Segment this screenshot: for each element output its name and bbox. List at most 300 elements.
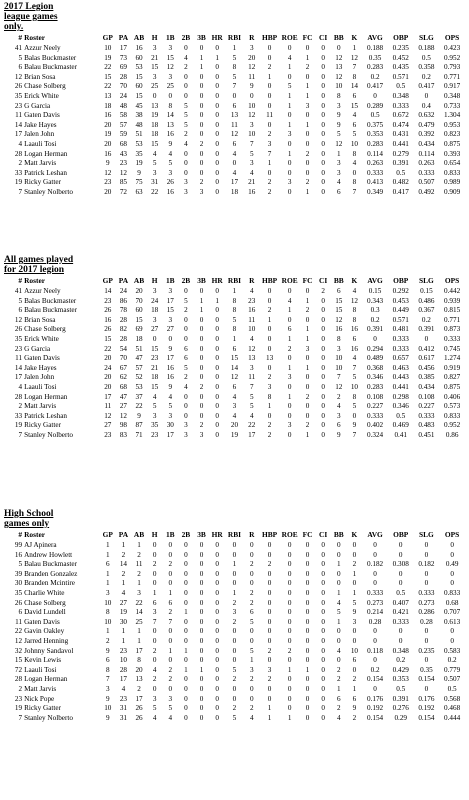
- stat-roe: 0: [287, 168, 292, 177]
- stat-avg: 0.154: [366, 713, 384, 722]
- stat-ci: 0: [321, 53, 325, 62]
- stat-ops: 0.348: [444, 91, 461, 100]
- stat-ab: 16: [135, 44, 143, 52]
- stat-r: 1: [249, 656, 254, 665]
- stat-slg: 0.227: [418, 402, 435, 411]
- stat-obp: 0.5: [396, 411, 406, 420]
- stat-hbp: 1: [267, 159, 272, 168]
- stat-1b: 2: [168, 665, 173, 674]
- stat-pa: 24: [119, 91, 127, 100]
- stat-bb: 4: [336, 646, 341, 655]
- stat-ab: 87: [135, 421, 143, 430]
- stat-ab: 22: [135, 402, 143, 411]
- stat-rbi: 0: [232, 91, 237, 100]
- player-number: 7: [18, 713, 23, 722]
- stat-gp: 15: [104, 72, 112, 81]
- player-name: Balas Buckmaster: [24, 296, 77, 305]
- stat-ci: 0: [321, 665, 325, 674]
- stat-obp: 0.429: [392, 665, 409, 674]
- stat-gp: 20: [104, 120, 112, 129]
- stat-avg: 0.2: [370, 665, 380, 674]
- stat-h: 31: [151, 178, 159, 187]
- stat-k: 0: [352, 541, 357, 549]
- stat-h: 0: [152, 636, 157, 645]
- stat-obp: 0.333: [392, 617, 409, 626]
- table-row: [4, 316, 465, 326]
- stat-gp: 1: [105, 541, 110, 549]
- stat-2b: 0: [184, 675, 188, 684]
- table-row: [4, 704, 465, 714]
- stat-gp: 20: [104, 139, 112, 148]
- stat-fc: 0: [305, 168, 310, 177]
- stat-fc: 1: [305, 325, 310, 334]
- stat-bb: 3: [336, 411, 341, 420]
- header-fc: FC: [302, 276, 313, 286]
- stat-rbi: 4: [232, 149, 237, 158]
- player-name: Charlie White: [24, 588, 65, 597]
- stat-obp: 0.348: [392, 646, 409, 655]
- stat-hr: 0: [215, 665, 219, 674]
- stat-2b: 5: [184, 101, 188, 110]
- table-row: [4, 325, 465, 335]
- stat-3b: 0: [199, 363, 204, 372]
- stat-k: 16: [350, 344, 358, 353]
- stat-roe: 5: [287, 82, 292, 91]
- stat-h: 18: [151, 130, 159, 139]
- stat-h: 3: [152, 411, 157, 420]
- stat-3b: 1: [199, 306, 204, 315]
- stat-rbi: 6: [232, 101, 237, 110]
- stat-fc: 2: [305, 178, 310, 187]
- stat-roe: 0: [287, 430, 292, 439]
- table-row: [4, 412, 465, 422]
- stat-hr: 0: [215, 168, 219, 177]
- header-pa: PA: [118, 530, 129, 540]
- stat-fc: 0: [305, 402, 310, 411]
- stat-r: 0: [249, 91, 254, 100]
- stat-ab: 2: [137, 684, 141, 693]
- stat-ab: 2: [137, 550, 141, 559]
- stat-k: 2: [352, 560, 357, 569]
- stat-pa: 31: [119, 713, 127, 722]
- stat-obp: 0: [398, 636, 403, 645]
- stat-h: 0: [152, 579, 157, 588]
- stat-2b: 3: [184, 178, 188, 187]
- stat-pa: 31: [119, 704, 127, 713]
- stat-ops: 0.2: [447, 656, 457, 665]
- stat-3b: 0: [199, 168, 204, 177]
- stat-gp: 16: [104, 315, 112, 324]
- stat-roe: 2: [287, 646, 292, 655]
- stat-slg: 0.412: [418, 344, 435, 353]
- player-name: Jalen John: [24, 130, 55, 139]
- stat-roe: 6: [287, 325, 292, 334]
- stat-slg: 0.114: [418, 149, 435, 158]
- stat-hbp: 0: [267, 344, 272, 353]
- stat-fc: 0: [305, 694, 310, 703]
- stat-ops: 0.49: [445, 560, 459, 569]
- stat-avg: 0.333: [366, 411, 384, 420]
- stat-1b: 1: [168, 646, 173, 655]
- stat-k: 12: [350, 53, 358, 62]
- player-name: AJ Apinera: [24, 541, 57, 549]
- stat-roe: 1: [287, 334, 292, 343]
- stat-hbp: 0: [267, 53, 272, 62]
- stat-3b: 0: [199, 111, 204, 120]
- stat-ops: 0.613: [444, 617, 461, 626]
- stat-ci: 0: [321, 646, 325, 655]
- stat-3b: 0: [199, 560, 204, 569]
- stat-ci: 0: [321, 636, 325, 645]
- header-number: #: [18, 530, 23, 540]
- stat-hr: 0: [215, 656, 219, 665]
- stat-r: 0: [249, 579, 254, 588]
- stat-3b: 0: [199, 101, 204, 110]
- stat-ops: 0.5: [447, 684, 457, 693]
- stat-pa: 43: [119, 149, 127, 158]
- stat-gp: 1: [105, 569, 110, 578]
- stat-3b: 0: [199, 608, 204, 617]
- stat-avg: 0.188: [366, 44, 384, 52]
- table-row: [4, 627, 465, 637]
- stat-k: 7: [352, 430, 357, 439]
- player-number: 5: [18, 53, 23, 62]
- stat-pa: 23: [119, 646, 127, 655]
- stat-ci: 0: [321, 579, 325, 588]
- stat-ab: 48: [135, 120, 143, 129]
- stat-ops: 0.444: [444, 713, 461, 722]
- player-name: G Garcia: [24, 101, 51, 110]
- section-title: [4, 255, 465, 275]
- stat-obp: 0.571: [392, 315, 409, 324]
- stat-pa: 98: [119, 421, 127, 430]
- stat-avg: 0.35: [368, 53, 382, 62]
- stat-fc: 0: [305, 598, 310, 607]
- player-number: 41: [14, 44, 23, 52]
- stat-ab: 9: [137, 411, 141, 420]
- stat-ab: 14: [135, 608, 143, 617]
- stat-1b: 2: [168, 560, 173, 569]
- stat-3b: 0: [199, 344, 204, 353]
- stat-slg: 0.5: [421, 53, 431, 62]
- stat-fc: 0: [305, 675, 310, 684]
- stat-bb: 0: [336, 541, 341, 549]
- stat-ops: 0.873: [444, 325, 461, 334]
- stat-r: 22: [248, 421, 256, 430]
- stat-ops: 0.468: [444, 704, 461, 713]
- stat-ci: 0: [321, 704, 325, 713]
- stat-gp: 22: [104, 344, 112, 353]
- stat-1b: 0: [168, 636, 173, 645]
- stat-hr: 0: [215, 541, 219, 549]
- stat-3b: 0: [199, 159, 204, 168]
- player-name: Stanley Nolberto: [24, 430, 73, 439]
- stat-1b: 15: [166, 53, 174, 62]
- stat-2b: 0: [184, 598, 188, 607]
- stat-bb: 0: [336, 656, 341, 665]
- stat-1b: 4: [168, 392, 173, 401]
- stat-fc: 0: [305, 72, 310, 81]
- stats-table: [4, 529, 465, 723]
- stat-3b: 0: [199, 684, 204, 693]
- stat-k: 10: [350, 382, 358, 391]
- stat-hr: 0: [215, 421, 219, 430]
- stat-2b: 0: [184, 159, 188, 168]
- stat-slg: 0: [424, 636, 429, 645]
- stat-obp: 0.5: [396, 168, 406, 177]
- stat-hr: 0: [215, 287, 219, 295]
- stat-rbi: 2: [232, 704, 237, 713]
- stat-2b: 3: [184, 187, 188, 196]
- table-row: [4, 102, 465, 112]
- stat-hbp: 0: [267, 101, 272, 110]
- stat-hbp: 0: [267, 82, 272, 91]
- stat-r: 0: [249, 627, 254, 636]
- header-roster: Roster: [24, 33, 46, 43]
- player-name: Balau Buckmaster: [24, 560, 77, 569]
- stat-pa: 82: [119, 325, 127, 334]
- stat-ci: 0: [321, 354, 325, 363]
- table-row: [4, 364, 465, 374]
- stat-hr: 0: [215, 325, 219, 334]
- stat-fc: 0: [305, 560, 310, 569]
- table-row: [4, 82, 465, 92]
- player-number: 4: [18, 382, 23, 391]
- stat-2b: 0: [184, 656, 188, 665]
- stat-rbi: 7: [232, 82, 237, 91]
- stat-fc: 0: [305, 315, 310, 324]
- stat-obp: 0.391: [392, 694, 409, 703]
- stat-bb: 1: [336, 684, 341, 693]
- header-obp: OBP: [393, 33, 409, 43]
- stat-3b: 0: [199, 315, 204, 324]
- stat-ops: 0.989: [444, 178, 461, 187]
- stat-fc: 0: [305, 627, 310, 636]
- stat-ops: 1.304: [444, 111, 461, 120]
- table-row: [4, 393, 465, 403]
- table-row: [4, 599, 465, 609]
- stat-fc: 2: [305, 306, 310, 315]
- stat-r: 2: [249, 598, 254, 607]
- stat-ops: 0: [450, 569, 454, 578]
- stat-2b: 0: [184, 713, 188, 722]
- stat-pa: 54: [119, 344, 127, 353]
- stat-ab: 75: [135, 178, 143, 187]
- stat-ops: 0.953: [444, 120, 461, 129]
- stat-r: 4: [249, 713, 254, 722]
- stat-slg: 0.333: [418, 168, 435, 177]
- stat-gp: 18: [104, 101, 112, 110]
- player-number: 28: [14, 675, 23, 684]
- stat-hbp: 2: [267, 430, 272, 439]
- stat-ci: 0: [321, 402, 325, 411]
- stat-h: 15: [151, 139, 159, 148]
- header-r: R: [249, 276, 255, 286]
- stat-avg: 0.489: [366, 354, 384, 363]
- stat-pa: 78: [119, 306, 127, 315]
- stat-h: 0: [152, 569, 157, 578]
- stat-bb: 15: [335, 306, 343, 315]
- stat-k: 3: [352, 617, 357, 626]
- stat-k: 5: [352, 402, 357, 411]
- stat-ci: 0: [321, 344, 325, 353]
- stat-obp: 0.279: [392, 149, 409, 158]
- stat-2b: 0: [184, 392, 188, 401]
- stat-k: 9: [352, 421, 357, 430]
- stat-ci: 0: [321, 306, 325, 315]
- stat-hbp: 2: [267, 187, 272, 196]
- stat-rbi: 6: [232, 382, 237, 391]
- stat-k: 7: [352, 187, 357, 196]
- stat-ab: 37: [135, 392, 143, 401]
- stat-ab: 17: [135, 646, 143, 655]
- stat-3b: 0: [199, 287, 204, 295]
- stat-3b: 1: [199, 53, 204, 62]
- stat-gp: 1: [105, 550, 110, 559]
- table-row: [4, 130, 465, 140]
- stat-ab: 1: [137, 541, 141, 549]
- stat-k: 15: [350, 101, 358, 110]
- stat-fc: 1: [305, 665, 310, 674]
- stat-h: 6: [152, 598, 157, 607]
- stat-pa: 85: [119, 178, 127, 187]
- player-number: 7: [18, 430, 23, 439]
- table-row: [4, 551, 465, 561]
- stat-fc: 1: [305, 363, 310, 372]
- stat-ci: 0: [321, 421, 325, 430]
- stat-bb: 2: [336, 665, 341, 674]
- stat-slg: 0.154: [418, 713, 435, 722]
- stat-pa: 72: [119, 187, 127, 196]
- stat-k: 5: [352, 598, 357, 607]
- stat-roe: 0: [287, 287, 292, 295]
- stat-roe: 0: [287, 636, 292, 645]
- stat-gp: 11: [104, 402, 112, 411]
- stat-ops: 0: [450, 550, 454, 559]
- table-row: [4, 714, 465, 724]
- header-roe: ROE: [281, 33, 298, 43]
- stat-avg: 0: [373, 541, 377, 549]
- stat-ci: 0: [321, 111, 325, 120]
- stat-ops: 0.823: [444, 130, 461, 139]
- stat-k: 8: [352, 149, 357, 158]
- stat-hr: 0: [215, 411, 219, 420]
- header-obp: OBP: [393, 530, 409, 540]
- table-row: [4, 287, 465, 297]
- stat-hbp: 2: [267, 306, 272, 315]
- player-name: Chase Solberg: [24, 598, 66, 607]
- stat-1b: 9: [168, 139, 173, 148]
- stat-1b: 16: [166, 363, 174, 372]
- header-hr: HR: [211, 530, 223, 540]
- stat-2b: 1: [184, 665, 188, 674]
- stat-roe: 1: [287, 713, 292, 722]
- header-ci: CI: [319, 530, 328, 540]
- stat-gp: 10: [104, 617, 112, 626]
- stat-hr: 0: [215, 684, 219, 693]
- stat-2b: 0: [184, 315, 188, 324]
- player-name: Branden Gonzalez: [24, 569, 78, 578]
- stat-fc: 2: [305, 421, 310, 430]
- stat-bb: 10: [335, 82, 343, 91]
- stat-k: 1: [352, 44, 357, 52]
- stat-slg: 0.286: [418, 608, 435, 617]
- stat-bb: 12: [335, 382, 343, 391]
- stat-pa: 30: [119, 617, 127, 626]
- stat-pa: 14: [119, 560, 127, 569]
- stat-h: 18: [151, 120, 159, 129]
- stat-2b: 4: [184, 53, 188, 62]
- stat-pa: 47: [119, 392, 127, 401]
- player-number: 19: [14, 178, 23, 187]
- header-rbi: RBI: [227, 530, 242, 540]
- stat-ops: 0.654: [444, 159, 461, 168]
- stat-ops: 0.833: [444, 588, 461, 597]
- player-name: Gaten Davis: [24, 617, 60, 626]
- stat-h: 0: [152, 684, 157, 693]
- stat-roe: 1: [287, 363, 292, 372]
- stat-h: 35: [151, 421, 159, 430]
- stat-avg: 0.346: [366, 373, 384, 382]
- stat-rbi: 1: [232, 560, 237, 569]
- stat-bb: 6: [336, 187, 341, 196]
- stat-obp: 0.571: [392, 72, 409, 81]
- stat-3b: 0: [199, 694, 204, 703]
- stat-3b: 0: [199, 354, 204, 363]
- stat-hr: 0: [215, 569, 219, 578]
- stat-h: 2: [152, 560, 157, 569]
- stat-pa: 83: [119, 430, 127, 439]
- stat-r: 4: [249, 411, 254, 420]
- stat-r: 3: [249, 44, 254, 52]
- stat-roe: 2: [287, 344, 292, 353]
- header-3b: 3B: [197, 530, 206, 540]
- stat-1b: 16: [166, 187, 174, 196]
- stat-fc: 2: [305, 149, 310, 158]
- stat-obp: 0.469: [392, 421, 409, 430]
- stat-rbi: 0: [232, 541, 237, 549]
- stat-1b: 0: [168, 569, 173, 578]
- table-row: [4, 92, 465, 102]
- stat-rbi: 6: [232, 344, 237, 353]
- stat-h: 25: [151, 82, 159, 91]
- stat-bb: 0: [336, 44, 341, 52]
- stat-ab: 38: [135, 111, 143, 120]
- stat-rbi: 0: [232, 656, 237, 665]
- stat-obp: 0.417: [392, 187, 409, 196]
- stat-r: 2: [249, 560, 254, 569]
- header-3b: 3B: [197, 33, 206, 43]
- stat-ci: 0: [321, 72, 325, 81]
- stat-hr: 0: [215, 588, 219, 597]
- stat-avg: 0.402: [366, 421, 384, 430]
- stat-hr: 0: [215, 598, 219, 607]
- stat-h: 4: [152, 713, 157, 722]
- stat-obp: 0.449: [392, 306, 409, 315]
- stat-avg: 0.2: [370, 72, 380, 81]
- stat-ab: 53: [135, 63, 143, 72]
- stat-hbp: 13: [266, 354, 274, 363]
- stat-hbp: 0: [267, 334, 272, 343]
- stat-obp: 0.298: [392, 392, 409, 401]
- player-name: Ricky Gatter: [24, 704, 62, 713]
- stat-ab: 52: [135, 373, 143, 382]
- stat-hr: 0: [215, 704, 219, 713]
- header-pa: PA: [118, 33, 129, 43]
- stat-fc: 1: [305, 120, 310, 129]
- stat-2b: 1: [184, 646, 188, 655]
- stat-2b: 0: [184, 44, 188, 52]
